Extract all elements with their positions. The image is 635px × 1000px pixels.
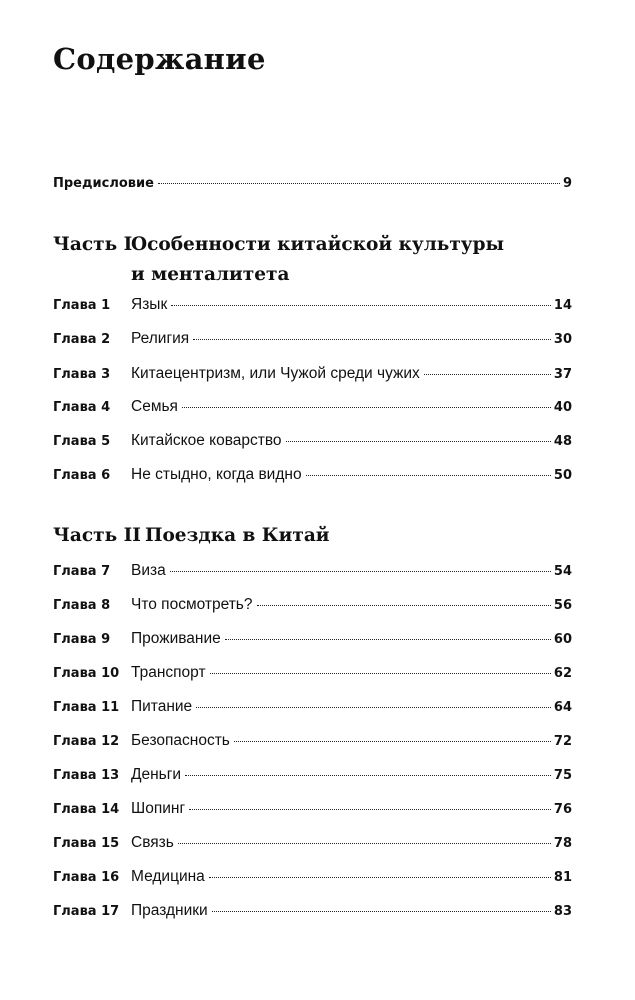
chapter-title: Не стыдно, когда видно: [131, 466, 302, 483]
dot-leader: [212, 910, 551, 912]
part-heading: [53, 521, 583, 551]
part-title: Поездка в Китай: [145, 525, 330, 546]
dot-leader: [286, 440, 551, 442]
dot-leader: [306, 474, 551, 476]
dot-leader: [209, 876, 551, 878]
chapter-label: Глава 6: [53, 468, 111, 483]
page-number: 64: [553, 700, 572, 715]
dot-leader: [234, 740, 551, 742]
dot-leader: [257, 604, 551, 606]
chapter-title: Язык: [131, 296, 168, 313]
chapter-label: Глава 5: [53, 434, 111, 449]
chapter-title: Что посмотреть?: [131, 596, 253, 613]
page-number: 60: [553, 632, 572, 647]
dot-leader: [210, 672, 551, 674]
page-number: 9: [562, 176, 572, 191]
toc-entry-chapter[interactable]: [53, 834, 572, 858]
chapter-label: Глава 17: [53, 904, 120, 919]
chapter-label: Глава 9: [53, 632, 111, 647]
chapter-label: Глава 11: [53, 700, 120, 715]
chapter-label: Глава 1: [53, 298, 111, 313]
dot-leader: [182, 406, 551, 408]
chapter-label: Глава 8: [53, 598, 111, 613]
page-number: 48: [553, 434, 572, 449]
entry-title: Предисловие: [53, 176, 154, 191]
page-number: 54: [553, 564, 572, 579]
chapter-title: Китайское коварство: [131, 432, 282, 449]
part-label: Часть II: [53, 525, 141, 546]
part-heading: [53, 230, 583, 290]
dot-leader: [225, 638, 551, 640]
toc-entry-chapter[interactable]: [53, 365, 572, 389]
toc-entry-chapter[interactable]: [53, 562, 572, 586]
part-label: Часть I: [53, 234, 133, 255]
chapter-title: Проживание: [131, 630, 221, 647]
page-number: 72: [553, 734, 572, 749]
toc-entry-chapter[interactable]: [53, 432, 572, 456]
page-title: Содержание: [53, 42, 266, 76]
page-number: 56: [553, 598, 572, 613]
toc-entry-chapter[interactable]: [53, 330, 572, 354]
chapter-label: Глава 7: [53, 564, 111, 579]
dot-leader: [189, 808, 551, 810]
part-title: Особенности китайской культуры и менталитета: [131, 234, 505, 285]
page-number: 40: [553, 400, 572, 415]
page-number: 30: [553, 332, 572, 347]
chapter-label: Глава 14: [53, 802, 120, 817]
page-number: 76: [553, 802, 572, 817]
dot-leader: [424, 373, 551, 375]
chapter-title: Виза: [131, 562, 166, 579]
toc-entry-chapter[interactable]: [53, 800, 572, 824]
dot-leader: [193, 338, 551, 340]
chapter-label: Глава 10: [53, 666, 120, 681]
dot-leader: [171, 304, 551, 306]
chapter-title: Питание: [131, 698, 193, 715]
dot-leader: [158, 182, 560, 184]
chapter-title: Деньги: [131, 766, 182, 783]
chapter-title: Связь: [131, 834, 174, 851]
toc-entry-chapter[interactable]: [53, 902, 572, 926]
toc-entry-chapter[interactable]: [53, 596, 572, 620]
toc-entry-chapter[interactable]: [53, 868, 572, 892]
page-number: 81: [553, 870, 572, 885]
toc-entry-preface[interactable]: [53, 176, 572, 200]
chapter-label: Глава 13: [53, 768, 120, 783]
chapter-label: Глава 16: [53, 870, 120, 885]
page-number: 50: [553, 468, 572, 483]
toc-entry-chapter[interactable]: [53, 766, 572, 790]
toc-entry-chapter[interactable]: [53, 398, 572, 422]
chapter-label: Глава 15: [53, 836, 120, 851]
chapter-title: Религия: [131, 330, 190, 347]
toc-entry-chapter[interactable]: [53, 296, 572, 320]
dot-leader: [185, 774, 551, 776]
toc-entry-chapter[interactable]: [53, 698, 572, 722]
chapter-title: Шопинг: [131, 800, 186, 817]
page-number: 75: [553, 768, 572, 783]
chapter-title: Китаецентризм, или Чужой среди чужих: [131, 365, 420, 382]
chapter-title: Семья: [131, 398, 178, 415]
dot-leader: [196, 706, 551, 708]
chapter-title: Праздники: [131, 902, 208, 919]
page-number: 78: [553, 836, 572, 851]
chapter-label: Глава 12: [53, 734, 120, 749]
chapter-title: Медицина: [131, 868, 205, 885]
chapter-title: Транспорт: [131, 664, 206, 681]
page-number: 83: [553, 904, 572, 919]
toc-entry-chapter[interactable]: [53, 664, 572, 688]
page-number: 37: [553, 367, 572, 382]
page-number: 14: [553, 298, 572, 313]
chapter-label: Глава 4: [53, 400, 111, 415]
dot-leader: [178, 842, 551, 844]
toc-entry-chapter[interactable]: [53, 732, 572, 756]
toc-entry-chapter[interactable]: [53, 466, 572, 490]
chapter-label: Глава 2: [53, 332, 111, 347]
toc-entry-chapter[interactable]: [53, 630, 572, 654]
page-number: 62: [553, 666, 572, 681]
chapter-title: Безопасность: [131, 732, 230, 749]
dot-leader: [170, 570, 551, 572]
chapter-label: Глава 3: [53, 367, 111, 382]
